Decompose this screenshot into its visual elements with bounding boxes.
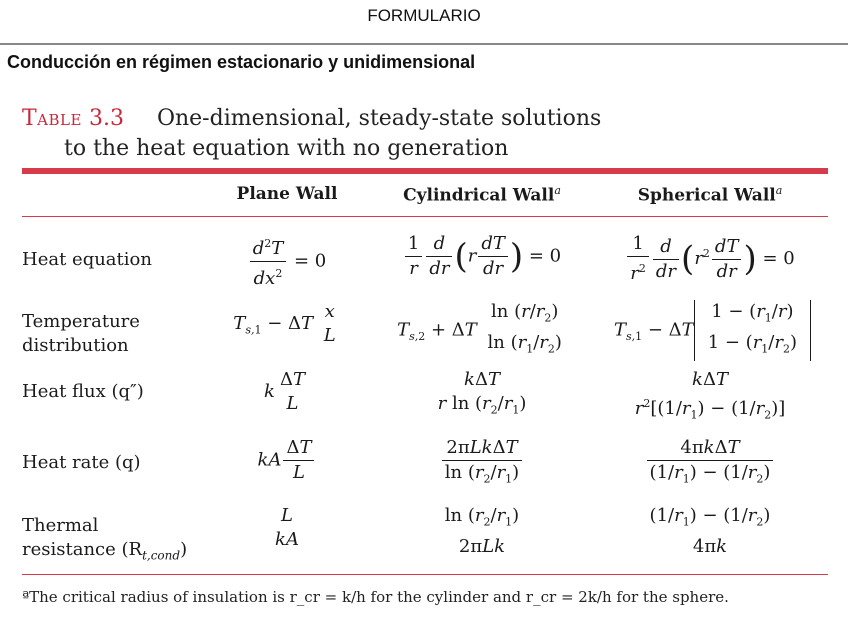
formula-cylindrical-heat-rate: $\frac{\text{2πLkΔT}}{\ln (r_2/r_1)}$ [382,436,582,492]
column-header-label: Spherical Wall [637,185,776,206]
formula-spherical-heat-equation: $\frac{1}{r^2}$ $\frac{d}{dr}$ ($r^2$ $\frac{dT}{dr}$ ) = 0 [610,232,810,286]
row-label-heat-equation: Heat equation [22,249,152,270]
formula-cylindrical-heat-flux: kΔT r $\ln (r_2/r_1)$ [437,369,527,417]
row-label-text: resistance (R [22,539,143,560]
column-header-spherical-wall [610,184,810,206]
formula-plane-temperature: $T_{s,1} - \Delta T$ x L [233,301,336,346]
row-label-subscript: t,cond [142,548,181,563]
footnote-mark: a [554,184,561,197]
formula-cylindrical-resistance: $\ln (r_2/r_1)$ 2πLk [444,505,520,557]
row-label-heat-rate: Heat rate (q) [22,452,141,473]
table-number: 3.3 [88,106,124,131]
row-label-temperature-distribution [22,310,140,358]
column-header-cylindrical-wall [382,184,582,206]
column-header-label: Plane Wall [236,184,338,204]
row-label-line [22,538,187,568]
row-label-thermal-resistance [22,514,187,568]
formula-spherical-temperature: $T_{s,1} - \Delta T$ $1 - (r_1/r)$ $1 - (r_1/r_2)$ [600,300,825,361]
table-bottom-rule [22,574,828,575]
formula-plane-heat-equation: $\frac{d^2T}{dx^2}$ = 0 [222,232,352,291]
table-title-line1: One-dimensional, steady-state solutions [156,106,602,131]
formula-cylindrical-temperature: $T_{s,2} + \Delta T$ $\ln (r/r_2)$ $\ln (r_1/r_2)$ [397,301,562,356]
row-label-line: Temperature [22,311,140,332]
table-title-line2: to the heat equation with no generation [64,136,509,161]
formula-spherical-resistance: $(1/r_1) - (1/r_2)$ 4πk [649,505,771,557]
formula-plane-heat-flux: k ΔT L [264,369,305,414]
row-label-text: ) [180,539,188,560]
table-caption [22,104,601,164]
section-heading: Conducción en régimen estacionario y unidimensional [7,52,476,72]
formula-plane-resistance: L kA [275,505,299,550]
column-header-plane-wall [222,184,352,204]
row-label-line: distribution [22,335,129,356]
formula-plane-heat-rate: kA $\frac{\Delta T}{L}$ [222,436,352,485]
formula-spherical-heat-rate: $\frac{\text{4πkΔT}}{(1/r_1) - (1/r_2)}$ [610,436,810,492]
page-header-title: FORMULARIO [367,6,481,25]
table-top-rule [22,168,828,174]
column-header-label: Cylindrical Wall [403,185,555,206]
header-divider [0,43,848,45]
formula-cylindrical-heat-equation: $\frac{1}{r}$ $\frac{d}{dr}$ (r $\frac{dT}{dr}$ ) = 0 [382,232,582,281]
row-label-heat-flux: Heat flux (q″) [22,381,144,402]
header-rule [22,216,828,217]
footnote-mark: a [775,184,783,197]
table-footnote: ªThe critical radius of insulation is r_cr = k/h for the cylinder and r_cr = 2k/h for the sphere. [22,588,729,606]
row-label-line: Thermal [22,515,99,536]
table-label: Table [22,106,82,131]
formula-spherical-heat-flux: kΔT $r^2[(1/r_1) - (1/r_2)]$ [634,369,786,422]
